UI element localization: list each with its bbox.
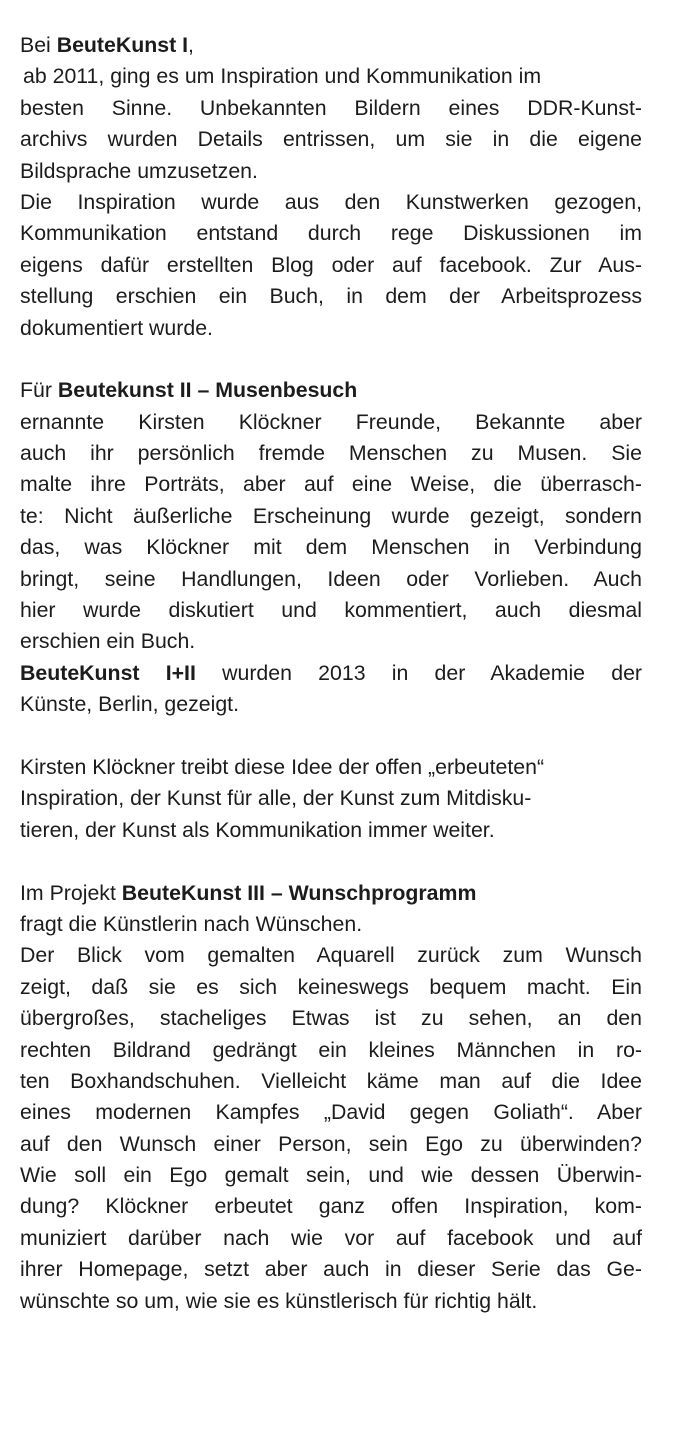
text-line: [20, 658, 642, 689]
text-line: ernannte Kirsten Klöckner Freunde, Bekannte aber: [20, 409, 642, 434]
text-line: Der Blick vom gemalten Aquarell zurück zum Wunsch: [20, 943, 642, 968]
text-line: Wie soll ein Ego gemalt sein, und wie dessen Überwin-: [20, 1163, 642, 1188]
text-line: archivs wurden Details entrissen, um sie in die eigene: [20, 127, 642, 152]
text-line: malte ihre Porträts, aber auf eine Weise, die überrasch-: [20, 472, 642, 497]
text-segment: Bei: [20, 33, 57, 57]
text-line: Inspiration, der Kunst für alle, der Kunst zum Mitdisku-: [20, 786, 532, 811]
text-line: bringt, seine Handlungen, Ideen oder Vorlieben. Auch: [20, 566, 642, 591]
text-line: ihrer Homepage, setzt aber auch in dieser Serie das Ge-: [20, 1257, 642, 1282]
text-line: erschien ein Buch.: [20, 629, 196, 654]
text-line: das, was Klöckner mit dem Menschen in Verbindung: [20, 535, 642, 560]
text-line: fragt die Künstlerin nach Wünschen.: [20, 911, 363, 936]
paragraph-idea: [20, 752, 642, 846]
text-line: besten Sinne. Unbekannten Bildern eines DDR-Kunst-: [20, 95, 642, 120]
paragraph-gap: [20, 344, 642, 375]
text-line: Bildsprache umzusetzen.: [20, 158, 258, 183]
text-line: stellung erschien ein Buch, in dem der Arbeitsprozess: [20, 284, 642, 309]
text-line: eigens dafür erstellten Blog oder auf facebook. Zur Aus-: [20, 252, 642, 277]
text-line: übergroßes, stacheliges Etwas ist zu sehen, an den: [20, 1006, 642, 1031]
text-line: zeigt, daß sie es sich keineswegs bequem macht. Ein: [20, 974, 642, 999]
text-line: ten Boxhandschuhen. Vielleicht käme man auf die Idee: [20, 1068, 642, 1093]
paragraph-beutekunst-3: [20, 878, 642, 1317]
document-text: [20, 30, 642, 1317]
text-line: Kommunikation entstand durch rege Diskussionen im: [20, 221, 642, 246]
text-segment: wurden 2013 in der Akademie der: [195, 660, 642, 685]
text-line: rechten Bildrand gedrängt ein kleines Männchen in ro-: [20, 1037, 642, 1062]
text-line: te: Nicht äußerliche Erscheinung wurde gezeigt, sondern: [20, 503, 642, 528]
text-line: auch ihr persönlich fremde Menschen zu Musen. Sie: [20, 441, 642, 466]
text-line: auf den Wunsch einer Person, sein Ego zu überwinden?: [20, 1131, 642, 1156]
text-line: muniziert darüber nach wie vor auf facebook und auf: [20, 1225, 642, 1250]
paragraph-gap: [20, 721, 642, 752]
text-segment: ab 2011, ging es um Inspiration und Kommunikation im: [23, 64, 542, 89]
paragraph-beutekunst-2: [20, 375, 642, 720]
text-line: eines modernen Kampfes „David gegen Goliath“. Aber: [20, 1100, 642, 1125]
text-line: tieren, der Kunst als Kommunikation immer weiter.: [20, 817, 495, 842]
text-segment: ,: [188, 33, 194, 57]
text-line: Die Inspiration wurde aus den Kunstwerken gezogen,: [20, 189, 642, 214]
paragraph-gap: [20, 846, 642, 877]
bold-title: BeuteKunst III – Wunschprogramm: [121, 880, 477, 905]
text-segment: Im Projekt: [20, 880, 122, 905]
bold-title: BeuteKunst I: [56, 33, 189, 57]
text-line: Künste, Berlin, gezeigt.: [20, 692, 240, 717]
text-line: dung? Klöckner erbeutet ganz offen Inspiration, kom-: [20, 1194, 642, 1219]
text-line: dokumentiert wurde.: [20, 315, 213, 340]
text-line: [20, 375, 642, 406]
text-line: Kirsten Klöckner treibt diese Idee der offen „erbeuteten“: [20, 754, 545, 779]
text-segment: Für: [20, 378, 58, 403]
text-line: [20, 61, 642, 92]
text-line: [20, 30, 642, 61]
text-line: [20, 878, 642, 909]
bold-title: BeuteKunst I+II: [20, 660, 196, 685]
text-line: wünschte so um, wie sie es künstlerisch für richtig hält.: [20, 1288, 538, 1313]
text-line: hier wurde diskutiert und kommentiert, auch diesmal: [20, 598, 642, 623]
bold-title: Beutekunst II – Musenbesuch: [57, 378, 358, 403]
paragraph-beutekunst-1: [20, 30, 642, 344]
